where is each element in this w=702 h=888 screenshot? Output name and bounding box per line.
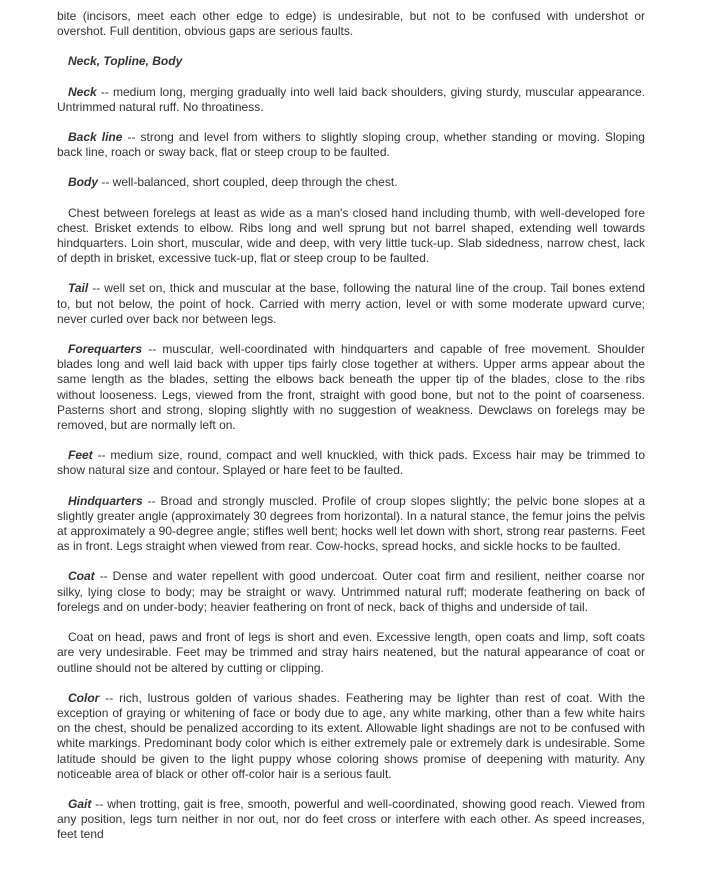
paragraph-text: Chest between forelegs at least as wide as a man's closed hand including thumb, with well-developed fore chest. Brisket extends to elbow. Ribs long and well sprung but not barrel shaped, extending well towards hindquarters. Loin short, muscular, wide and deep, with very little tuck-up. Slab sidedness, narrow chest, lack of depth in brisket, excessive tuck-up, flat or steep croup to be faulted. <box>57 205 645 266</box>
paragraph <box>57 206 645 267</box>
term-lead: Color <box>68 690 100 705</box>
term-lead: Coat <box>68 569 95 584</box>
paragraph-text: bite (incisors, meet each other edge to edge) is undesirable, but not to be confused with undershot or overshot. Full dentition, obvious gaps are serious faults. <box>57 9 645 39</box>
paragraph-text: -- muscular, well-coordinated with hindquarters and capable of free movement. Shoulder blades long and well laid back with upper tips fairly close together at withers. Upper arms appear about the same length as the blades, setting the elbows back beneath the upper tip of the blades, close to the ribs without looseness. Legs, viewed from the front, straight with good bone, but not to the point of coarseness. Pasterns short and strong, sloping slightly with no suggestion of weakness. Dewclaws on forelegs may be removed, but are normally left on. <box>57 342 645 433</box>
paragraph <box>57 797 645 843</box>
term-lead: Body <box>68 175 98 190</box>
term-lead: Back line <box>68 130 123 145</box>
paragraph-text: -- rich, lustrous golden of various shades. Feathering may be lighter than rest of coat. With the exception of graying or whitening of face or body due to age, any white marking, other than a few white hairs on the chest, should be penalized according to its extent. Allowable light shadings are not to be confused with white markings. Predominant body color which is either extremely pale or extremely dark is undesirable. Some latitude should be given to the light puppy whose coloring shows promise of deepening with maturity. Any noticeable area of black or other off-color hair is a serious fault. <box>57 690 645 781</box>
paragraph-text: -- strong and level from withers to slightly sloping croup, whether standing or moving. Sloping back line, roach or sway back, flat or steep croup to be faulted. <box>57 130 645 160</box>
paragraph-text: -- Broad and strongly muscled. Profile of croup slopes slightly; the pelvic bone slopes at a slightly greater angle (approximately 30 degrees from horizontal). In a natural stance, the femur joins the pelvis at approximately a 90-degree angle; stifles well bent; hocks well let down with short, strong rear pasterns. Feet as in front. Legs straight when viewed from rear. Cow-hocks, spread hocks, and sickle hocks to be faulted. <box>57 493 645 554</box>
term-lead: Neck <box>68 84 97 99</box>
paragraph-text: -- medium size, round, compact and well knuckled, with thick pads. Excess hair may be trimmed to show natural size and contour. Splayed or hare feet to be faulted. <box>57 448 645 478</box>
term-lead: Forequarters <box>68 342 143 357</box>
paragraph <box>57 448 645 478</box>
paragraph <box>57 342 645 433</box>
paragraph <box>57 85 645 115</box>
paragraph-text: -- when trotting, gait is free, smooth, powerful and well-coordinated, showing good reach. Viewed from any position, legs turn neither in nor out, nor do feet cross or interfere with each other. As speed increases, feet tend <box>57 796 645 842</box>
paragraph-text: -- well-balanced, short coupled, deep through the chest. <box>101 175 398 190</box>
paragraph-text: -- medium long, merging gradually into well laid back shoulders, giving sturdy, muscular appearance. Untrimmed natural ruff. No throatiness. <box>57 84 645 114</box>
paragraph-text: -- Dense and water repellent with good undercoat. Outer coat firm and resilient, neither coarse nor silky, lying close to body; may be straight or wavy. Untrimmed natural ruff; moderate feathering on back of forelegs and on under-body; heavier feathering on front of neck, back of thighs and underside of tail. <box>57 569 645 614</box>
paragraph <box>57 630 645 676</box>
paragraph <box>57 175 645 190</box>
term-lead: Gait <box>68 796 92 811</box>
term-lead: Feet <box>68 448 93 463</box>
paragraph <box>57 691 645 782</box>
paragraph <box>57 130 645 160</box>
term-lead: Hindquarters <box>68 493 143 508</box>
paragraph <box>57 569 645 615</box>
paragraph-text: Coat on head, paws and front of legs is short and even. Excessive length, open coats and limp, soft coats are very undesirable. Feet may be trimmed and stray hairs neatened, but the natural appearance of coat or outline should not be altered by cutting or clipping. <box>57 630 645 675</box>
paragraph-text: -- well set on, thick and muscular at the base, following the natural line of the croup. Tail bones extend to, but not below, the point of hock. Carried with merry action, level or with some moderate upward curve; never curled over back nor between legs. <box>57 281 646 326</box>
section-heading: Neck, Topline, Body <box>68 54 183 69</box>
paragraph <box>57 494 645 555</box>
paragraph <box>57 9 645 39</box>
paragraph <box>57 281 645 327</box>
term-lead: Tail <box>68 281 89 296</box>
